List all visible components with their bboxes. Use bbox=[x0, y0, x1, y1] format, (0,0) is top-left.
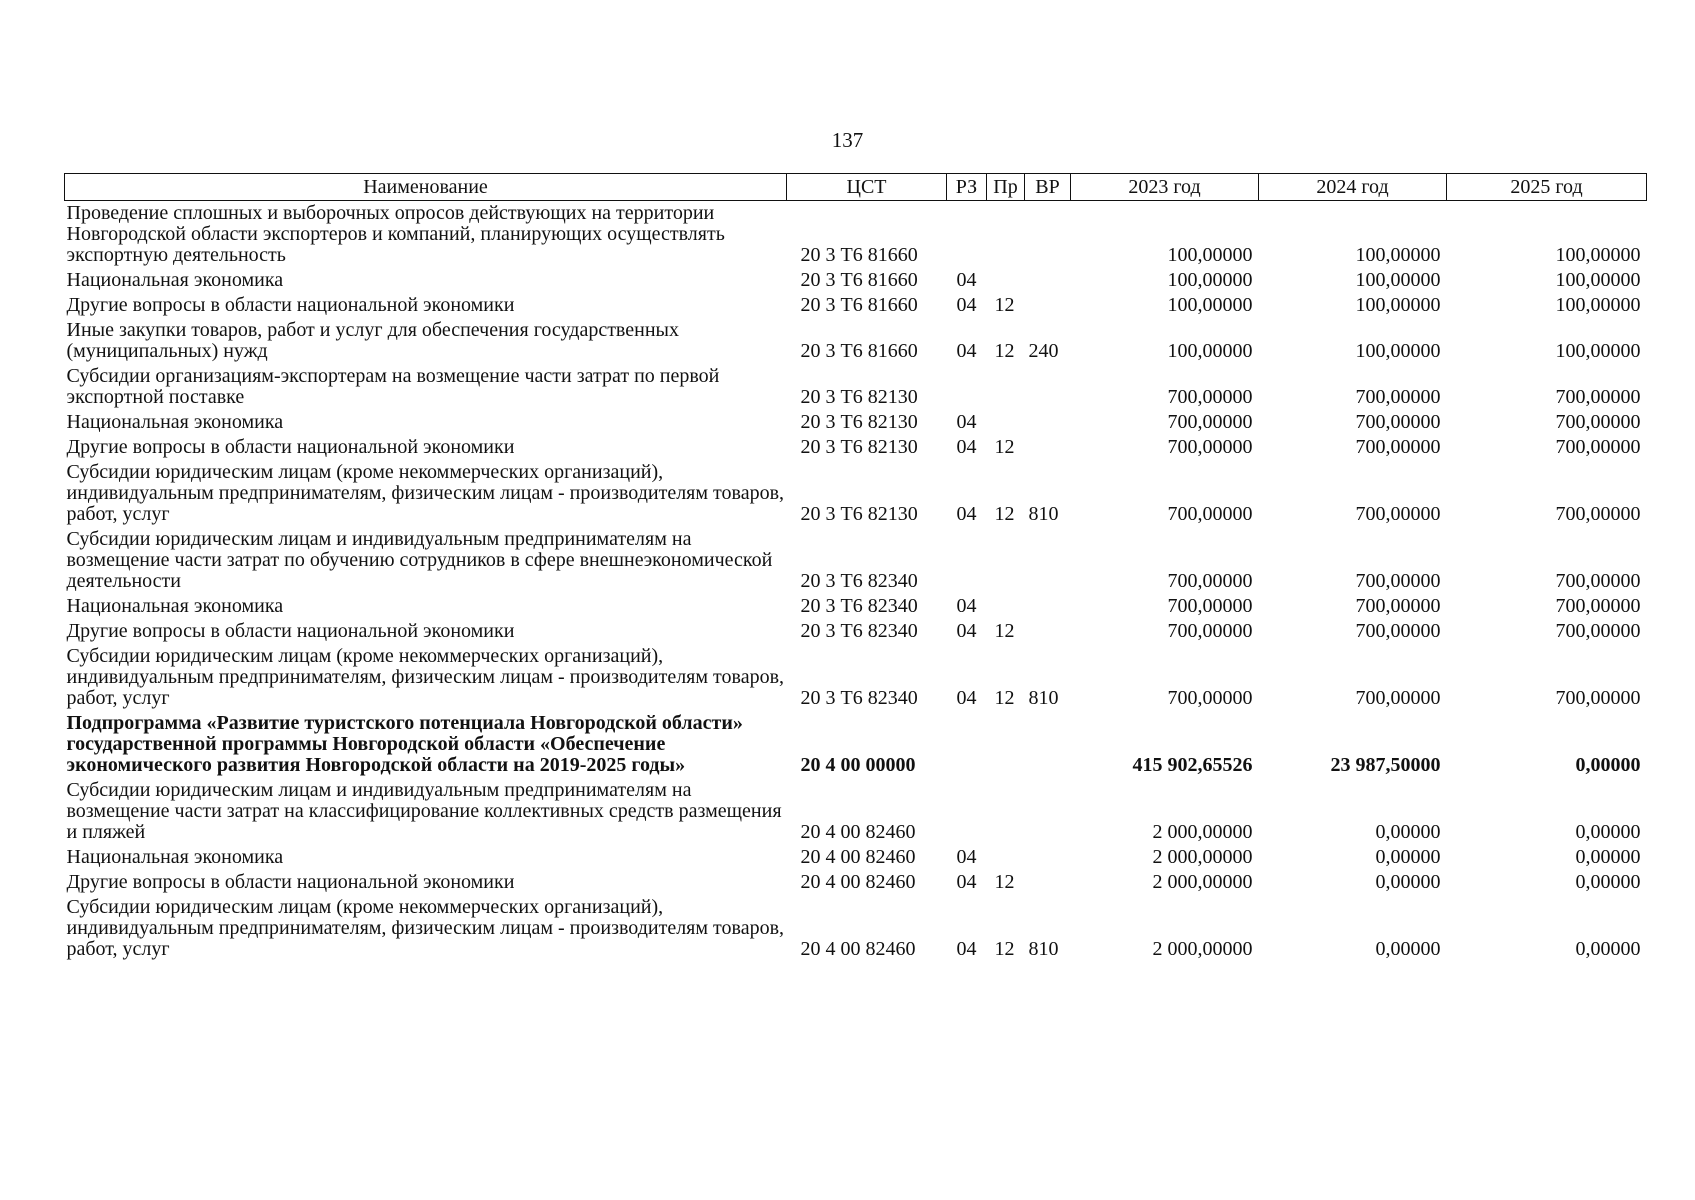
row-vr-cell bbox=[1025, 594, 1071, 619]
row-2023-cell: 100,00000 bbox=[1167, 294, 1253, 316]
row-2025-cell: 100,00000 bbox=[1555, 244, 1641, 266]
row-rz-cell bbox=[947, 711, 987, 778]
row-vr-cell bbox=[1025, 778, 1071, 845]
row-2023-cell: 100,00000 bbox=[1167, 269, 1253, 291]
row-cst-cell: 20 4 00 82460 bbox=[800, 821, 916, 843]
row-pr-cell: 12 bbox=[994, 294, 1015, 316]
row-2024-cell: 700,00000 bbox=[1355, 620, 1441, 642]
row-pr-cell bbox=[987, 711, 1025, 778]
row-pr-cell bbox=[987, 845, 1025, 870]
row-vr-cell bbox=[1025, 711, 1071, 778]
header-name: Наименование bbox=[65, 174, 787, 201]
header-2024: 2024 год bbox=[1259, 174, 1447, 201]
row-pr-cell: 12 bbox=[994, 620, 1015, 642]
row-2023-cell: 700,00000 bbox=[1167, 620, 1253, 642]
row-vr-cell bbox=[1025, 268, 1071, 293]
row-2023-cell: 415 902,65526 bbox=[1132, 754, 1253, 776]
table-row bbox=[65, 594, 1647, 619]
row-vr-cell: 810 bbox=[1028, 503, 1059, 525]
table-row bbox=[65, 778, 1647, 845]
row-name-cell: Национальная экономика bbox=[66, 595, 284, 617]
row-2024-cell: 700,00000 bbox=[1355, 687, 1441, 709]
row-rz-cell: 04 bbox=[956, 294, 977, 316]
row-2024-cell: 0,00000 bbox=[1375, 938, 1441, 960]
row-rz-cell: 04 bbox=[956, 340, 977, 362]
row-2023-cell: 2 000,00000 bbox=[1152, 821, 1253, 843]
row-pr-cell: 12 bbox=[994, 503, 1015, 525]
row-vr-cell bbox=[1025, 293, 1071, 318]
row-2025-cell: 100,00000 bbox=[1555, 269, 1641, 291]
row-name-cell: Субсидии юридическим лицам и индивидуальным предпринимателям на возмещение части затрат на классифицирование коллективных средств размещения и пляжей bbox=[66, 779, 782, 843]
row-pr-cell bbox=[987, 364, 1025, 410]
row-cst-cell: 20 3 Т6 82340 bbox=[800, 620, 918, 642]
row-cst-cell: 20 3 Т6 82130 bbox=[800, 436, 918, 458]
row-rz-cell: 04 bbox=[956, 595, 977, 617]
row-name-cell: Национальная экономика bbox=[66, 846, 284, 868]
row-2023-cell: 700,00000 bbox=[1167, 411, 1253, 433]
row-pr-cell bbox=[987, 594, 1025, 619]
budget-table bbox=[64, 173, 1647, 962]
row-vr-cell: 810 bbox=[1028, 938, 1059, 960]
table-row bbox=[65, 644, 1647, 711]
table-row bbox=[65, 711, 1647, 778]
row-2023-cell: 2 000,00000 bbox=[1152, 871, 1253, 893]
row-rz-cell: 04 bbox=[956, 620, 977, 642]
row-2025-cell: 700,00000 bbox=[1555, 570, 1641, 592]
row-cst-cell: 20 3 Т6 82130 bbox=[800, 411, 918, 433]
row-rz-cell bbox=[947, 778, 987, 845]
row-2023-cell: 700,00000 bbox=[1167, 386, 1253, 408]
row-vr-cell: 810 bbox=[1028, 687, 1059, 709]
row-cst-cell: 20 4 00 82460 bbox=[800, 871, 916, 893]
row-pr-cell: 12 bbox=[994, 436, 1015, 458]
row-2024-cell: 700,00000 bbox=[1355, 595, 1441, 617]
row-cst-cell: 20 3 Т6 81660 bbox=[800, 269, 918, 291]
row-2024-cell: 100,00000 bbox=[1355, 269, 1441, 291]
row-2024-cell: 700,00000 bbox=[1355, 503, 1441, 525]
row-pr-cell bbox=[987, 527, 1025, 594]
header-rz: РЗ bbox=[947, 174, 987, 201]
header-vr: ВР bbox=[1025, 174, 1071, 201]
row-rz-cell bbox=[947, 201, 987, 269]
row-2024-cell: 100,00000 bbox=[1355, 294, 1441, 316]
row-rz-cell: 04 bbox=[956, 938, 977, 960]
table-row bbox=[65, 895, 1647, 962]
row-2023-cell: 700,00000 bbox=[1167, 595, 1253, 617]
row-cst-cell: 20 3 Т6 81660 bbox=[800, 340, 918, 362]
row-2025-cell: 100,00000 bbox=[1555, 294, 1641, 316]
row-2025-cell: 0,00000 bbox=[1575, 754, 1641, 776]
row-2024-cell: 100,00000 bbox=[1355, 340, 1441, 362]
row-2025-cell: 700,00000 bbox=[1555, 620, 1641, 642]
row-2023-cell: 2 000,00000 bbox=[1152, 846, 1253, 868]
row-2023-cell: 100,00000 bbox=[1167, 244, 1253, 266]
row-rz-cell: 04 bbox=[956, 846, 977, 868]
row-cst-cell: 20 3 Т6 82130 bbox=[800, 386, 918, 408]
row-2024-cell: 700,00000 bbox=[1355, 386, 1441, 408]
row-2025-cell: 700,00000 bbox=[1555, 503, 1641, 525]
row-cst-cell: 20 3 Т6 82340 bbox=[800, 570, 918, 592]
row-name-cell: Национальная экономика bbox=[66, 411, 284, 433]
row-2025-cell: 700,00000 bbox=[1555, 595, 1641, 617]
row-name-cell: Другие вопросы в области национальной экономики bbox=[66, 294, 515, 316]
table-row bbox=[65, 527, 1647, 594]
row-vr-cell bbox=[1025, 619, 1071, 644]
row-vr-cell bbox=[1025, 845, 1071, 870]
row-pr-cell bbox=[987, 410, 1025, 435]
row-name-cell: Другие вопросы в области национальной экономики bbox=[66, 436, 515, 458]
table-row bbox=[65, 435, 1647, 460]
row-cst-cell: 20 3 Т6 82130 bbox=[800, 503, 918, 525]
row-2024-cell: 700,00000 bbox=[1355, 570, 1441, 592]
row-name-cell: Иные закупки товаров, работ и услуг для обеспечения государственных (муниципальных) нужд bbox=[66, 319, 679, 362]
row-vr-cell bbox=[1025, 364, 1071, 410]
row-2023-cell: 700,00000 bbox=[1167, 436, 1253, 458]
row-rz-cell: 04 bbox=[956, 436, 977, 458]
table-body bbox=[65, 201, 1647, 963]
row-vr-cell bbox=[1025, 527, 1071, 594]
row-2025-cell: 0,00000 bbox=[1575, 871, 1641, 893]
row-2023-cell: 700,00000 bbox=[1167, 570, 1253, 592]
header-cst: ЦСТ bbox=[787, 174, 947, 201]
row-2025-cell: 0,00000 bbox=[1575, 938, 1641, 960]
row-2023-cell: 700,00000 bbox=[1167, 687, 1253, 709]
table-header-row bbox=[65, 174, 1647, 201]
row-2024-cell: 700,00000 bbox=[1355, 436, 1441, 458]
row-pr-cell: 12 bbox=[994, 687, 1015, 709]
table-row bbox=[65, 364, 1647, 410]
row-2025-cell: 100,00000 bbox=[1555, 340, 1641, 362]
row-name-cell: Другие вопросы в области национальной экономики bbox=[66, 871, 515, 893]
table-row bbox=[65, 268, 1647, 293]
row-name-cell: Субсидии юридическим лицам и индивидуальным предпринимателям на возмещение части затрат по обучению сотрудников в сфере внешнеэкономической деятельности bbox=[66, 528, 773, 592]
table-row bbox=[65, 845, 1647, 870]
row-vr-cell bbox=[1025, 201, 1071, 269]
row-cst-cell: 20 4 00 82460 bbox=[800, 846, 916, 868]
row-vr-cell: 240 bbox=[1028, 340, 1059, 362]
row-name-cell: Субсидии юридическим лицам (кроме некоммерческих организаций), индивидуальным предпринимателям, физическим лицам - производителям товаров, работ, услуг bbox=[66, 645, 785, 709]
row-2024-cell: 700,00000 bbox=[1355, 411, 1441, 433]
row-pr-cell bbox=[987, 268, 1025, 293]
row-cst-cell: 20 3 Т6 82340 bbox=[800, 595, 918, 617]
header-2023: 2023 год bbox=[1071, 174, 1259, 201]
row-2025-cell: 0,00000 bbox=[1575, 846, 1641, 868]
row-2023-cell: 100,00000 bbox=[1167, 340, 1253, 362]
table-row bbox=[65, 870, 1647, 895]
row-cst-cell: 20 4 00 82460 bbox=[800, 938, 916, 960]
row-rz-cell: 04 bbox=[956, 687, 977, 709]
page-number: 137 bbox=[831, 128, 864, 152]
row-rz-cell bbox=[947, 364, 987, 410]
row-name-cell: Национальная экономика bbox=[66, 269, 284, 291]
row-vr-cell bbox=[1025, 870, 1071, 895]
header-pr: Пр bbox=[987, 174, 1025, 201]
row-rz-cell: 04 bbox=[956, 503, 977, 525]
table-row bbox=[65, 460, 1647, 527]
row-rz-cell: 04 bbox=[956, 411, 977, 433]
row-2024-cell: 23 987,50000 bbox=[1330, 754, 1441, 776]
row-pr-cell: 12 bbox=[994, 938, 1015, 960]
header-2025: 2025 год bbox=[1447, 174, 1647, 201]
row-vr-cell bbox=[1025, 410, 1071, 435]
row-name-cell: Подпрограмма «Развитие туристского потенциала Новгородской области» государственной программы Новгородской области «Обеспечение экономического развития Новгородской области на 2019-2025 годы» bbox=[66, 712, 743, 776]
table-row bbox=[65, 410, 1647, 435]
row-pr-cell: 12 bbox=[994, 871, 1015, 893]
table-row bbox=[65, 293, 1647, 318]
row-cst-cell: 20 4 00 00000 bbox=[800, 754, 916, 776]
row-pr-cell bbox=[987, 201, 1025, 269]
row-2025-cell: 700,00000 bbox=[1555, 411, 1641, 433]
row-rz-cell bbox=[947, 527, 987, 594]
row-2025-cell: 700,00000 bbox=[1555, 687, 1641, 709]
row-vr-cell bbox=[1025, 435, 1071, 460]
table-row bbox=[65, 201, 1647, 269]
row-name-cell: Субсидии организациям-экспортерам на возмещение части затрат по первой экспортной поставке bbox=[66, 365, 720, 408]
row-2024-cell: 0,00000 bbox=[1375, 846, 1441, 868]
row-2023-cell: 2 000,00000 bbox=[1152, 938, 1253, 960]
row-2025-cell: 700,00000 bbox=[1555, 436, 1641, 458]
row-pr-cell bbox=[987, 778, 1025, 845]
row-2025-cell: 700,00000 bbox=[1555, 386, 1641, 408]
row-2024-cell: 0,00000 bbox=[1375, 821, 1441, 843]
row-2023-cell: 700,00000 bbox=[1167, 503, 1253, 525]
row-name-cell: Другие вопросы в области национальной экономики bbox=[66, 620, 515, 642]
row-name-cell: Проведение сплошных и выборочных опросов действующих на территории Новгородской области экспортеров и компаний, планирующих осуществлять экспортную деятельность bbox=[66, 202, 725, 266]
row-2024-cell: 100,00000 bbox=[1355, 244, 1441, 266]
row-2025-cell: 0,00000 bbox=[1575, 821, 1641, 843]
row-name-cell: Субсидии юридическим лицам (кроме некоммерческих организаций), индивидуальным предпринимателям, физическим лицам - производителям товаров, работ, услуг bbox=[66, 461, 785, 525]
table-row bbox=[65, 619, 1647, 644]
row-cst-cell: 20 3 Т6 81660 bbox=[800, 244, 918, 266]
row-cst-cell: 20 3 Т6 81660 bbox=[800, 294, 918, 316]
table-row bbox=[65, 318, 1647, 364]
row-rz-cell: 04 bbox=[956, 871, 977, 893]
row-2024-cell: 0,00000 bbox=[1375, 871, 1441, 893]
row-name-cell: Субсидии юридическим лицам (кроме некоммерческих организаций), индивидуальным предпринимателям, физическим лицам - производителям товаров, работ, услуг bbox=[66, 896, 785, 960]
row-cst-cell: 20 3 Т6 82340 bbox=[800, 687, 918, 709]
row-rz-cell: 04 bbox=[956, 269, 977, 291]
row-pr-cell: 12 bbox=[994, 340, 1015, 362]
